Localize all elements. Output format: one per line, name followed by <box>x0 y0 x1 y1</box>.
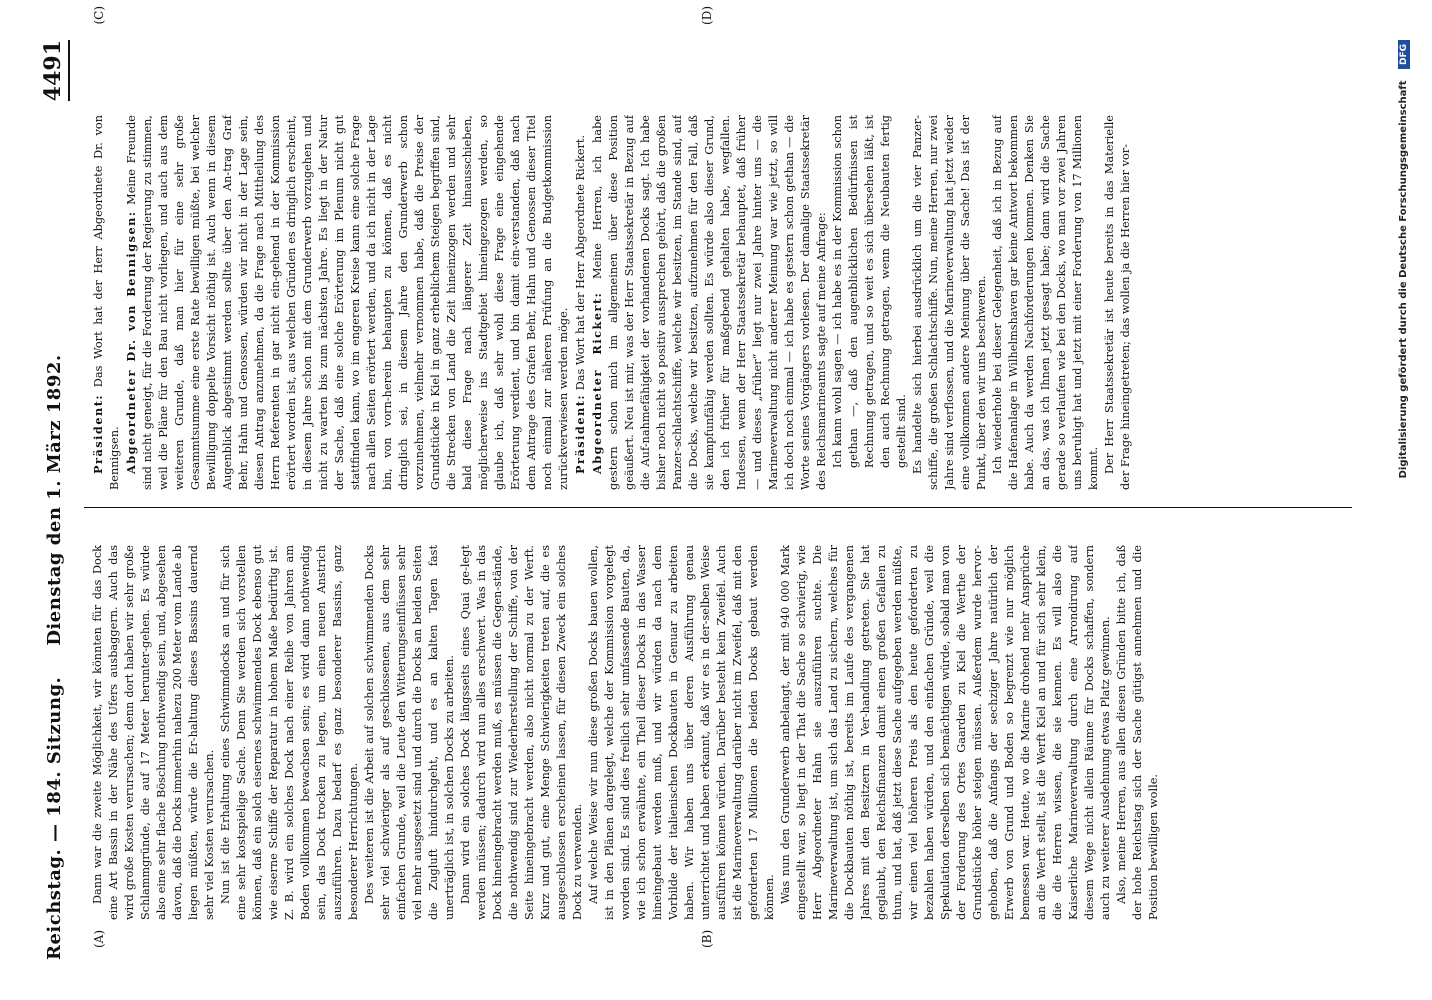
speaker-label: Präsident: <box>91 393 105 474</box>
margin-mark-a: (A) <box>92 929 106 948</box>
digitization-credit <box>1398 40 1428 960</box>
header-date: Dienstag den 1. März 1892. <box>44 354 65 646</box>
paragraph: Ich wiederhole bei dieser Gelegenheit, daß ich in Bezug auf die Hafenanlage in Wilhelmshaven gar keine Antwort bekommen habe. Auch da werden Nachforderungen kommen. Denken Sie an das, was ich Ihnen jetzt gesagt habe; dann wird die Sache gerade so verlaufen wie bei den Docks, wo man vor zwei Jahren uns beruhigt hat und jetzt mit einer Forderung von 17 Millionen kommt. <box>991 115 1100 490</box>
speaker-label: Präsident: <box>573 393 587 474</box>
paragraph: Des weiteren ist die Arbeit auf solchen schwimmenden Docks sehr viel schwieriger als auf geschlossenen, aus dem sehr einfachen Grunde, weil die Leute den Witterungseinflüssen sehr viel mehr ausgesetzt sind und durch die Docks an beiden Seiten die Zugluft hindurchgeht, und es an kalten Tagen fast unerträglich ist, in solchen Docks zu arbeiten. <box>363 545 456 920</box>
speech-text: Das Wort hat der Herr Abgeordnete Dr. von Bennigsen. <box>92 115 121 490</box>
column-divider <box>84 507 1352 508</box>
speech-paragraph <box>589 115 830 490</box>
left-column <box>90 545 1372 920</box>
paragraph: Also, meine Herren, aus allen diesen Gründen bitte ich, daß der hohe Reichstag sich der Sache gütigst annehmen und die Position bewilligen wolle. <box>1115 545 1160 920</box>
paragraph: Nun ist die Erhaltung eines Schwimmdocks an und für sich eine sehr kostspielige Sache. Denn Sie werden sich vorstellen können, daß ein solch eisernes schwimmendes Dock ebenso gut wie eiserne Schiffe der Reparatur in hohem Maße bedürftig ist. Z. B. wird ein solches Dock nach einer Reihe von Jahren am Boden vollkommen bewachsen sein; es wird dann nothwendig sein, das Dock trocken zu legen, um einen neuen Anstrich auszuführen. Dazu bedarf es ganz besonderer Bassins, ganz besonderer Herrichtungen. <box>219 545 360 920</box>
speech-paragraph <box>572 115 589 490</box>
right-column <box>90 115 1372 490</box>
margin-mark-b: (B) <box>700 929 714 948</box>
paragraph: Dann war die zweite Möglichkeit, wir könnten für das Dock eine Art Bassin in der Nähe des Ufers ausbaggern. Auch das wird große Kosten verursachen; denn dort haben wir sehr große Schlammgründe, die auf 17 Meter herunter-gehen. Es würde also eine sehr flache Böschung nothwendig sein, und, abgesehen davon, daß die Docks immerhin nahezu 200 Meter vom Lande ab liegen müßten, würde die Er-haltung dieses Bassins dauernd sehr viel Kosten verursachen. <box>91 545 216 920</box>
header-session: Reichstag. — 184. Sitzung. <box>44 676 65 960</box>
paragraph: Auf welche Weise wir nun diese großen Docks bauen wollen, ist in den Plänen dargelegt, welche der Kommission vorgelegt worden sind. Es sind dies freilich sehr umfassende Bauten, da, wie ich schon erwähnte, ein Theil dieser Docks in das Wasser hineingebaut werden muß, und wir würden da nach dem Vorbilde der italienischen Dockbauten in Genuar zu arbeiten haben. Wir haben uns über deren Ausführung genau unterrichtet und haben erkannt, daß wir es in der-selben Weise ausführen können würden. Darüber besteht kein Zweifel. Auch ist die Marineverwaltung darüber nicht im Zweifel, daß mit den geforderten 17 Millionen die beiden Docks gebaut werden können. <box>587 545 776 920</box>
speech-text: Das Wort hat der Herr Abgeordnete Rickert. <box>574 134 587 391</box>
speech-paragraph <box>90 115 123 490</box>
page-number: 4491 <box>40 40 70 101</box>
speech-text: Meine Freunde sind nicht geneigt, für die Forderung der Regierung zu stimmen, weil die Pläne für den Bau nicht vorliegen, und auch aus dem weiteren Grunde, daß man hier für eine sehr große Gesammtsumme eine erste Rate bewilligen müßte, bei welcher Bewilligung doppelte Vorsicht nöthig ist. Auch wenn in diesem Augenblick abgestimmt werden sollte über den An-trag Graf Behr, Hahn und Genossen, würden wir nicht in der Lage sein, diesen Antrag anzunehmen, da die Frage nach Mittheilung des Herrn Referenten in gar nicht ein-gehend in der Kommission erörtert worden ist, aus welchen Gründen es dringlich erscheint, in diesem Jahre schon mit dem Grunderwerb vorzugehen und nicht zu warten bis zum nächsten Jahre. Es liegt in der Natur der Sache, daß eine solche Erörterung im Plenum nicht gut stattfinden kann, wo im engeren Kreise kann eine solche Frage nach allen Seiten erörtert werden, und da ich nicht in der Lage bin, von vorn-herein behaupten zu können, daß es nicht dringlich sei, in diesem Jahre den Grunderwerb schon vorzunehmen, vielmehr vernommen habe, daß die Preise der Grundstücke in Kiel in ganz erheblichem Steigen begriffen sind, die Strecken von Land die Zeit hineinzogen werden und sehr bald diese Frage nach längerer Zeit hinausschieben, möglicherweise ins Stadtgebiet hineingezogen werden, so glaube ich, daß sehr wohl diese Frage eine eingehende Erörterung verdient, und bin damit ein-verstanden, daß nach dem Antrage des Grafen Behr, Hahn und Genossen dieser Titel noch einmal zur näheren Prüfung an die Budgetkommission zurückverwiesen werden möge. <box>125 115 570 490</box>
margin-mark-c: (C) <box>92 6 106 25</box>
speaker-label: Abgeordneter Dr. von Bennigsen: <box>124 210 138 474</box>
paragraph: Dann wird ein solches Dock längsseits eines Quai ge-legt werden müssen; dadurch wird nun alles erschwert. Was in das Dock hineingebracht werden muß, es müssen die Gegen-stände, die nothwendig sind zur Wiederherstellung der Schiffe, von der Seite hineingebracht werden, also nicht normal zu der Werft. Kurz und gut, eine Menge Schwierigkeiten treten auf, die es ausgeschlossen erscheinen lassen, für diesen Zweck ein solches Dock zu verwenden. <box>459 545 584 920</box>
margin-mark-d: (D) <box>700 6 714 25</box>
speech-text: Meine Herren, ich habe gestern schon mich im allgemeinen über diese Position geäußert. Neu ist mir, was der Herr Staatssekretär in Bezug auf die Auf-nahmefähigkeit der vorhandenen Docks sagt. Ich habe bisher noch nicht so positiv aussprechen gehört, daß die großen Panzer-schlachtschiffe, welche wir besitzen, im Stande sind, auf die Docks, welche wir besitzen, aufzunehmen für den Fall, daß sie kampfunfähig werden sollten. Es würde also dieser Grund, den ich früher für maßgebend gehalten habe, wegfallen. Indessen, wenn der Herr Staatssekretär behauptet, daß früher — und dieses „früher“ liegt nur zwei Jahre hinter uns — die Marineverwaltung nicht anderer Meinung war wie jetzt, so will ich doch noch einmal — ich habe es gestern schon gethan — die Worte seines Vorgängers vorlesen. Der damalige Staatssekretär des Reichsmarineamts sagte auf meine Anfrage: <box>591 115 828 490</box>
paragraph: Was nun den Grunderwerb anbelangt, der mit 940 000 Mark eingestellt war, so liegt in der That die Sache so schwierig, wie Herr Abgeordneter Hahn sie auszuführen suchte. Die Marineverwaltung ist, um sich das Land zu sichern, welches für die Dockbauten nöthig ist, bereits im Laufe des vergangenen Jahres mit den Besitzern in Ver-handlung getreten. Sie hat geglaubt, den Reichsfinanzen damit einen großen Gefallen zu thun, und hat, daß jetzt diese Sache aufgegeben werden müßte, wir einen viel höheren Preis als den heute geforderten zu bezahlen haben würden, und den einfachen Gründe, weil die Spekulation derselben sich bemächtigen würde, sobald man von der Forderung des Ortes Gaarden zu Kiel die Werthe der Grundstücke höher steigen müssen. Außerdem wurde hervor-gehoben, daß die Anfangs der sechziger Jahre natürlich der Erwerb von Grund und Boden so begrenzt wie nur möglich bemessen war. Heute, wo die Marine drohend mehr Ansprüche an die Werft stellt, ist die Werft Kiel an und für sich sehr klein, die die Herren wissen, die sie kennen. Es will also die Kaiserliche Marineverwaltung durch eine Arrondirung auf diesem Wege nicht allein Räume für Docks schaffen, sondern auch zu weiterer Ausdehnung etwas Platz gewinnen. <box>779 545 1112 920</box>
page-header <box>30 40 90 960</box>
dfg-logo: DFG <box>1398 40 1410 69</box>
paragraph: Es handelte sich hierbei ausdrücklich um die vier Panzer-schiffe, die großen Schlachtschiffe. Nun, meine Herren, nur zwei Jahre sind verflossen, und die Marineverwaltung hat jetzt wieder eine vollkommen andere Meinung über die Sache! Das ist der Punkt, über den wir uns beschweren. <box>911 115 988 490</box>
speaker-label: Abgeordneter Rickert: <box>590 291 604 474</box>
speech-paragraph <box>123 115 572 490</box>
credit-text: Digitalisierung gefördert durch die Deutsche Forschungsgemeinschaft <box>1398 80 1409 479</box>
quoted-paragraph: Ich kann wohl sagen — ich habe es in der Kommission schon gethan —, daß den augenblicklichen Bedürfnissen ist Rechnung getragen, und so weit es sich übersehen läßt, ist den auch Rechnung getragen, wenn die Neubauten fertig gestellt sind. <box>831 115 908 468</box>
paragraph: Der Herr Staatssekretär ist heute bereits in das Materielle der Frage hineingetreten; das wollen ja die Herren hier vor- <box>1103 115 1132 490</box>
